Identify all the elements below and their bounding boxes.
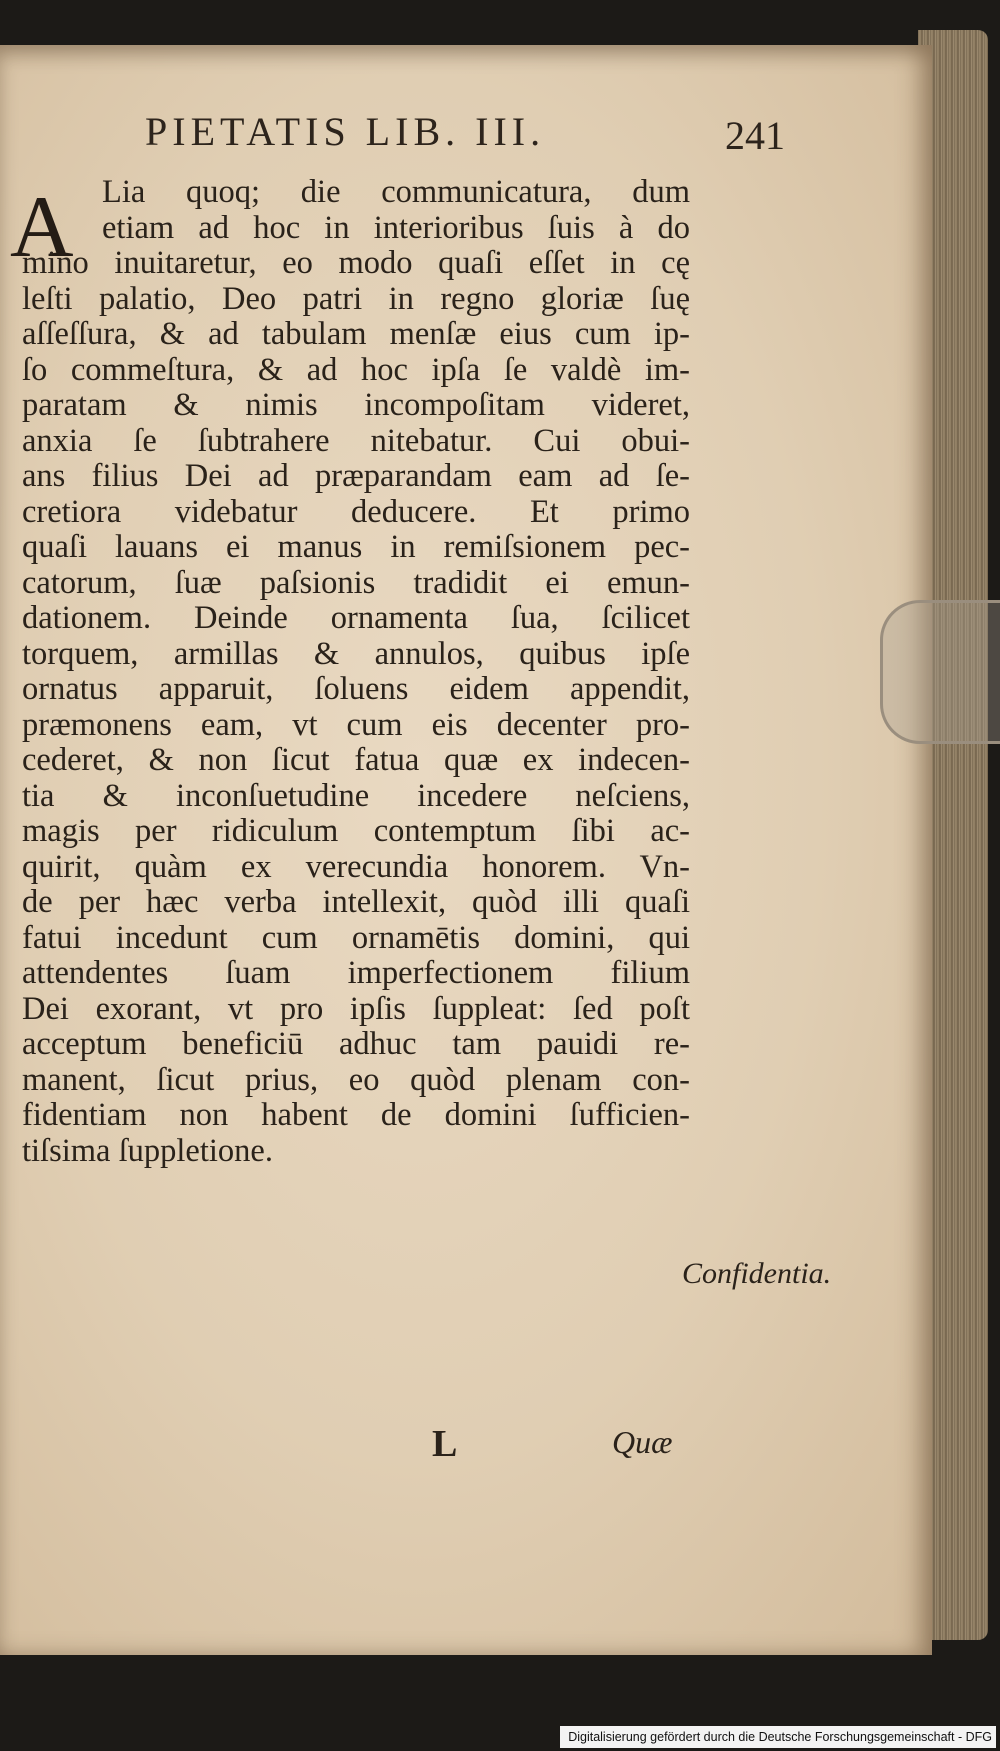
- page-header: [145, 100, 785, 160]
- text-line: cederet, & non ſicut fatua quæ ex indecen-: [22, 742, 690, 778]
- text-line: catorum, ſuæ paſsionis tradidit ei emun-: [22, 564, 690, 601]
- text-line: quaſi lauans ei manus in remiſsionem pec-: [22, 529, 690, 565]
- text-line: leſti palatio, Deo patri in regno gloriæ ſuę: [22, 280, 690, 317]
- text-line: etiam ad hoc in interioribus ſuis à do: [102, 209, 690, 246]
- text-line: attendentes ſuam imperfectionem filium: [22, 955, 690, 991]
- text-line: torquem, armillas & annulos, quibus ipſe: [22, 635, 690, 672]
- text-line: cretiora videbatur deducere. Et primo: [22, 493, 690, 530]
- text-line: tia & inconſuetudine incedere neſciens,: [22, 777, 690, 814]
- text-line: dationem. Deinde ornamenta ſua, ſcilicet: [22, 600, 690, 636]
- text-line: de per hæc verba intellexit, quòd illi quaſi: [22, 884, 690, 920]
- text-line: tiſsima ſuppletione.: [22, 1132, 273, 1169]
- signature-mark: L: [432, 1423, 458, 1465]
- text-line: mino inuitaretur, eo modo quaſi eſſet in cę: [22, 245, 690, 281]
- text-line: ſo commeſtura, & ad hoc ipſa ſe valdè im-: [22, 351, 690, 388]
- page-number: 241: [725, 113, 785, 158]
- text-line: ornatus apparuit, ſoluens eidem appendit,: [22, 671, 690, 707]
- catchword: Quæ: [612, 1424, 673, 1460]
- text-line: magis per ridiculum contemptum ſibi ac-: [22, 813, 690, 849]
- text-line: præmonens eam, vt cum eis decenter pro-: [22, 706, 690, 743]
- text-line: paratam & nimis incompoſitam videret,: [22, 387, 690, 423]
- text-line: Lia quoq; die communicatura, dum: [102, 174, 690, 210]
- text-line: aſſeſſura, & ad tabulam menſæ eius cum ip-: [22, 316, 690, 352]
- page-clip: [880, 600, 1000, 744]
- text-line: quirit, quàm ex verecundia honorem. Vn-: [22, 848, 690, 885]
- text-line: anxia ſe ſubtrahere nitebatur. Cui obui-: [22, 422, 690, 459]
- text-line: ans filius Dei ad præparandam eam ad ſe-: [22, 458, 690, 494]
- drop-cap: A: [10, 179, 74, 276]
- text-line: manent, ſicut prius, eo quòd plenam con-: [22, 1061, 690, 1098]
- running-head: PIETATIS LIB. III.: [145, 109, 546, 154]
- margin-note: Confidentia.: [682, 1257, 832, 1290]
- text-line: acceptum beneficiū adhuc tam pauidi re-: [22, 1026, 690, 1062]
- text-line: Dei exorant, vt pro ipſis ſuppleat: ſed poſt: [22, 990, 690, 1027]
- body-text: [22, 175, 690, 1169]
- text-line: fidentiam non habent de domini ſufficien-: [22, 1097, 690, 1133]
- digitization-credit: Digitalisierung gefördert durch die Deutsche Forschungsgemeinschaft - DFG: [560, 1726, 996, 1748]
- text-line: fatui incedunt cum ornamētis domini, qui: [22, 919, 690, 956]
